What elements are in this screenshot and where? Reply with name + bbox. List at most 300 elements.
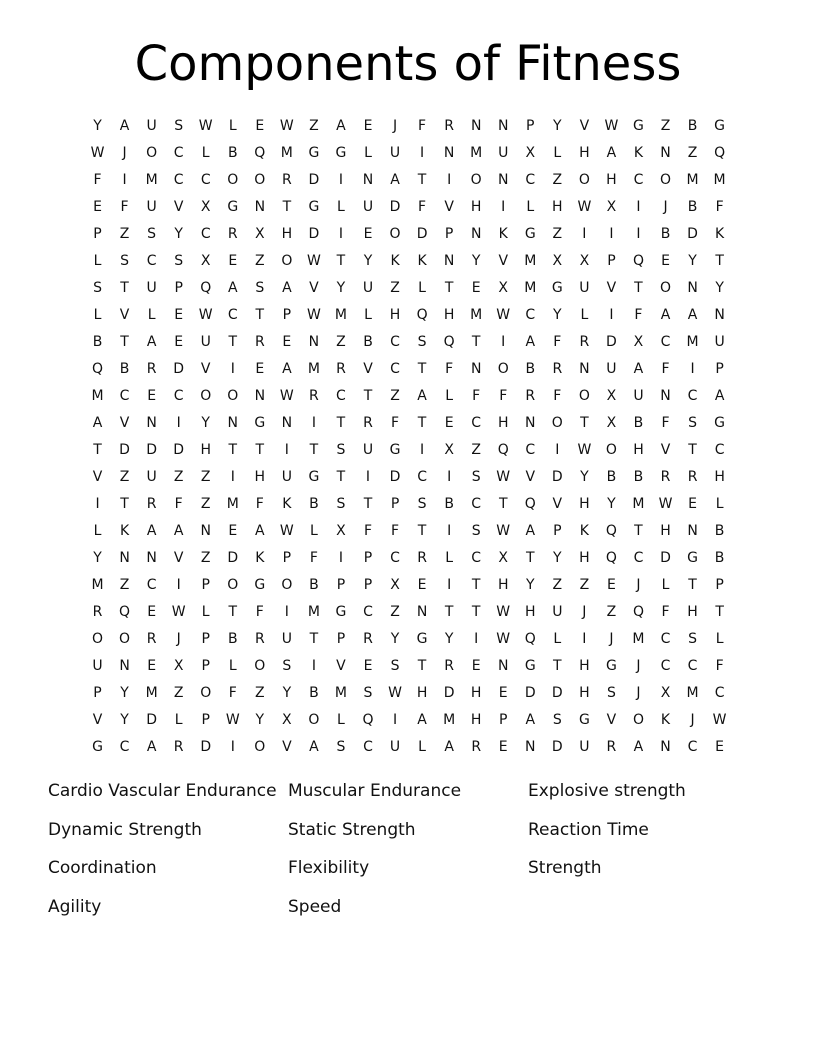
grid-letter: K [660, 712, 671, 728]
grid-letter: Z [255, 685, 265, 701]
grid-letter: Q [714, 145, 726, 161]
grid-letter: R [552, 361, 563, 377]
grid-letter: I [392, 712, 398, 728]
grid-letter: C [471, 415, 482, 431]
grid-letter: F [418, 118, 427, 134]
grid-letter: K [579, 523, 589, 539]
grid-letter: N [227, 415, 238, 431]
grid-letter: Z [200, 469, 211, 485]
grid-letter: B [525, 361, 536, 377]
grid-letter: H [470, 712, 482, 728]
grid-letter: M [91, 388, 104, 404]
grid-letter: T [120, 496, 129, 512]
grid-letter: L [337, 712, 345, 728]
grid-letter: W [90, 145, 105, 161]
grid-letter: A [525, 523, 536, 539]
grid-letter: W [225, 712, 240, 728]
grid-letter: C [525, 172, 536, 188]
word-list-item: Cardio Vascular Endurance [48, 781, 277, 801]
grid-letter: D [389, 469, 401, 485]
grid-letter: V [173, 550, 184, 566]
grid-letter: F [391, 415, 400, 431]
grid-letter: H [552, 199, 563, 215]
grid-letter: F [715, 658, 724, 674]
grid-letter: Q [443, 334, 455, 350]
grid-letter: H [714, 469, 725, 485]
grid-letter: V [444, 199, 454, 215]
word-list-item: Coordination [48, 858, 157, 878]
grid-letter: F [174, 496, 183, 512]
grid-letter: O [659, 172, 672, 188]
grid-letter: G [578, 712, 590, 728]
grid-letter: E [444, 415, 454, 431]
grid-letter: X [173, 658, 184, 674]
grid-letter: L [228, 118, 237, 134]
grid-letter: F [255, 496, 264, 512]
grid-letter: U [146, 469, 157, 485]
grid-letter: K [417, 253, 427, 269]
grid-letter: Z [200, 496, 211, 512]
grid-letter: F [255, 604, 264, 620]
grid-letter: G [551, 280, 563, 296]
grid-letter: I [365, 469, 371, 485]
grid-letter: B [633, 469, 644, 485]
grid-letter: W [388, 685, 402, 701]
grid-letter: E [606, 577, 616, 593]
grid-letter: Y [553, 550, 562, 566]
grid-letter: T [228, 442, 238, 458]
grid-letter: O [470, 172, 482, 188]
grid-letter: W [496, 307, 511, 323]
grid-letter: R [444, 118, 454, 134]
grid-letter: R [254, 631, 265, 647]
grid-row [84, 383, 733, 410]
grid-letter: L [201, 145, 210, 161]
grid-letter: I [230, 469, 235, 485]
grid-letter: H [579, 550, 590, 566]
grid-letter: L [445, 550, 454, 566]
grid-letter: Y [174, 226, 183, 242]
grid-letter: S [552, 712, 562, 728]
grid-letter: E [147, 388, 157, 404]
grid-letter: C [660, 334, 671, 350]
grid-letter: Q [524, 496, 536, 512]
grid-letter: O [659, 280, 672, 296]
grid-letter: P [363, 577, 373, 593]
grid-letter: F [715, 199, 724, 215]
grid-letter: X [390, 577, 400, 593]
grid-letter: O [227, 388, 239, 404]
grid-letter: D [119, 442, 130, 458]
grid-letter: G [308, 145, 320, 161]
grid-letter: E [471, 280, 481, 296]
grid-letter: O [578, 388, 590, 404]
grid-letter: A [146, 523, 157, 539]
grid-letter: H [470, 199, 482, 215]
grid-letter: W [279, 388, 294, 404]
grid-letter: N [687, 523, 698, 539]
grid-letter: M [713, 172, 726, 188]
grid-letter: C [146, 253, 157, 269]
grid-letter: O [254, 172, 266, 188]
grid-letter: R [227, 226, 238, 242]
grid-letter: A [606, 145, 617, 161]
grid-letter: U [552, 604, 563, 620]
grid-letter: B [227, 631, 238, 647]
grid-letter: H [416, 685, 428, 701]
grid-letter: O [92, 631, 104, 647]
grid-letter: S [120, 253, 130, 269]
grid-letter: D [146, 442, 157, 458]
grid-letter: U [606, 361, 617, 377]
word-list-item: Flexibility [288, 858, 370, 878]
grid-letter: L [228, 658, 237, 674]
grid-letter: E [147, 658, 157, 674]
grid-letter: C [200, 226, 211, 242]
grid-letter: R [363, 415, 373, 431]
grid-letter: B [309, 577, 319, 593]
grid-letter: S [147, 226, 157, 242]
grid-letter: X [336, 523, 346, 539]
grid-letter: Z [552, 577, 563, 593]
grid-letter: I [95, 496, 100, 512]
grid-letter: V [525, 469, 536, 485]
grid-letter: C [714, 685, 725, 701]
grid-letter: A [633, 739, 644, 755]
grid-letter: P [201, 712, 210, 728]
grid-letter: Q [524, 631, 536, 647]
grid-letter: X [552, 253, 563, 269]
grid-letter: Y [715, 280, 724, 296]
grid-letter: S [174, 253, 184, 269]
grid-letter: C [336, 388, 346, 404]
grid-letter: Q [200, 280, 212, 296]
grid-letter: X [606, 199, 617, 215]
grid-letter: D [606, 334, 617, 350]
grid-letter: Q [254, 145, 266, 161]
grid-letter: T [255, 442, 265, 458]
grid-letter: Y [120, 685, 129, 701]
grid-letter: E [661, 253, 670, 269]
grid-letter: H [579, 658, 590, 674]
grid-letter: U [146, 280, 157, 296]
grid-letter: L [418, 739, 426, 755]
grid-row [84, 626, 733, 653]
grid-letter: F [661, 361, 670, 377]
grid-letter: U [146, 118, 157, 134]
grid-letter: L [93, 253, 102, 269]
grid-letter: C [146, 577, 157, 593]
grid-letter: L [309, 523, 318, 539]
grid-letter: A [255, 523, 265, 539]
grid-letter: Y [282, 685, 292, 701]
grid-letter: Y [120, 712, 129, 728]
grid-letter: A [417, 712, 427, 728]
grid-letter: P [282, 550, 292, 566]
grid-letter: R [579, 334, 590, 350]
grid-letter: M [686, 172, 699, 188]
grid-letter: Z [173, 685, 184, 701]
grid-letter: X [660, 685, 671, 701]
grid-letter: N [660, 388, 671, 404]
page-title: Components of Fitness [134, 36, 682, 92]
grid-letter: B [227, 145, 238, 161]
grid-letter: Z [552, 172, 563, 188]
grid-letter: O [200, 388, 212, 404]
grid-letter: Y [471, 253, 481, 269]
grid-letter: W [279, 118, 294, 134]
grid-letter: N [714, 307, 725, 323]
word-list-item: Static Strength [288, 819, 416, 840]
grid-letter: S [417, 496, 427, 512]
grid-letter: P [526, 118, 535, 134]
word-list-item: Strength [528, 858, 602, 878]
grid-letter: Z [660, 118, 671, 134]
grid-letter: I [284, 604, 289, 620]
grid-letter: S [390, 658, 400, 674]
grid-letter: B [606, 469, 617, 485]
grid-letter: N [200, 523, 211, 539]
grid-letter: M [470, 145, 483, 161]
grid-letter: I [636, 226, 641, 242]
grid-row [84, 491, 733, 518]
grid-letter: Q [632, 604, 644, 620]
grid-letter: I [338, 172, 344, 188]
grid-letter: E [715, 739, 725, 755]
grid-letter: V [173, 199, 184, 215]
grid-letter: I [230, 361, 235, 377]
grid-letter: M [632, 496, 645, 512]
grid-letter: H [443, 307, 455, 323]
grid-letter: Y [688, 253, 697, 269]
grid-letter: F [445, 361, 454, 377]
grid-letter: Y [93, 550, 102, 566]
grid-letter: C [173, 172, 184, 188]
grid-letter: P [499, 712, 508, 728]
grid-letter: S [336, 739, 346, 755]
grid-letter: C [173, 388, 184, 404]
grid-letter: P [201, 631, 210, 647]
grid-letter: T [120, 280, 129, 296]
grid-letter: T [688, 577, 697, 593]
grid-letter: B [309, 685, 319, 701]
grid-letter: M [334, 685, 347, 701]
grid-letter: V [92, 469, 103, 485]
grid-letter: N [146, 415, 157, 431]
grid-letter: F [418, 199, 427, 215]
grid-letter: P [607, 253, 616, 269]
grid-letter: S [336, 442, 346, 458]
grid-letter: P [201, 658, 210, 674]
grid-letter: G [254, 415, 266, 431]
grid-letter: N [497, 172, 509, 188]
grid-letter: I [555, 442, 560, 458]
grid-letter: C [173, 145, 184, 161]
grid-letter: C [471, 496, 482, 512]
grid-letter: C [687, 658, 698, 674]
grid-letter: I [501, 199, 506, 215]
grid-letter: F [661, 604, 670, 620]
grid-letter: G [714, 415, 726, 431]
grid-letter: C [687, 388, 698, 404]
grid-letter: P [715, 361, 724, 377]
grid-letter: R [687, 469, 698, 485]
grid-letter: D [308, 226, 320, 242]
grid-letter: X [525, 145, 536, 161]
grid-letter: R [525, 388, 536, 404]
grid-row [84, 221, 733, 248]
grid-letter: T [471, 577, 481, 593]
grid-letter: Y [255, 712, 265, 728]
grid-letter: F [499, 388, 508, 404]
grid-letter: E [93, 199, 102, 215]
grid-row [84, 464, 733, 491]
grid-letter: S [174, 118, 184, 134]
grid-letter: H [281, 226, 293, 242]
grid-letter: S [417, 334, 427, 350]
grid-letter: T [634, 280, 643, 296]
grid-letter: L [93, 307, 102, 323]
grid-letter: Y [580, 469, 589, 485]
grid-letter: S [471, 469, 481, 485]
grid-letter: U [579, 739, 590, 755]
grid-letter: L [553, 631, 562, 647]
grid-letter: P [336, 577, 346, 593]
grid-letter: E [363, 118, 373, 134]
grid-letter: N [119, 658, 130, 674]
grid-letter: F [553, 334, 562, 350]
grid-letter: F [309, 550, 318, 566]
grid-letter: F [472, 388, 481, 404]
grid-letter: L [147, 307, 156, 323]
grid-letter: P [444, 226, 454, 242]
grid-letter: J [176, 631, 181, 647]
grid-letter: Z [579, 577, 590, 593]
grid-letter: D [173, 361, 185, 377]
grid-letter: M [307, 604, 320, 620]
grid-letter: H [579, 145, 590, 161]
grid-letter: G [416, 631, 428, 647]
grid-letter: T [634, 523, 643, 539]
grid-letter: T [417, 172, 427, 188]
grid-letter: A [525, 334, 536, 350]
grid-letter: H [525, 604, 536, 620]
grid-letter: X [282, 712, 292, 728]
grid-letter: N [660, 739, 671, 755]
grid-letter: C [119, 388, 130, 404]
grid-letter: J [582, 604, 587, 620]
grid-letter: H [497, 415, 509, 431]
grid-letter: E [688, 496, 697, 512]
grid-letter: T [417, 361, 427, 377]
grid-letter: U [498, 145, 509, 161]
grid-letter: U [633, 388, 644, 404]
grid-letter: E [363, 226, 373, 242]
grid-letter: C [363, 739, 373, 755]
grid-letter: S [363, 685, 373, 701]
grid-letter: D [173, 442, 185, 458]
grid-letter: C [200, 172, 211, 188]
grid-letter: J [636, 577, 641, 593]
grid-row [84, 680, 733, 707]
grid-letter: Z [173, 469, 184, 485]
grid-letter: M [686, 685, 699, 701]
grid-letter: I [609, 226, 614, 242]
grid-letter: N [443, 145, 455, 161]
grid-letter: P [390, 496, 400, 512]
grid-letter: Q [605, 523, 617, 539]
word-list-item: Agility [48, 896, 102, 917]
grid-letter: M [280, 145, 293, 161]
grid-letter: X [444, 442, 454, 458]
grid-letter: C [633, 550, 644, 566]
grid-letter: Z [390, 280, 400, 296]
grid-letter: G [92, 739, 103, 755]
grid-letter: R [417, 550, 427, 566]
grid-letter: O [227, 172, 239, 188]
grid-letter: P [336, 631, 346, 647]
grid-letter: N [470, 118, 482, 134]
grid-letter: V [363, 361, 373, 377]
grid-letter: T [553, 658, 562, 674]
grid-row [84, 437, 733, 464]
grid-letter: K [498, 226, 508, 242]
grid-letter: L [418, 280, 426, 296]
grid-letter: U [389, 739, 401, 755]
grid-letter: U [362, 280, 374, 296]
grid-letter: F [391, 523, 400, 539]
word-list [48, 778, 768, 932]
grid-row [84, 275, 733, 302]
grid-letter: P [553, 523, 562, 539]
grid-letter: S [255, 280, 265, 296]
grid-letter: X [606, 388, 617, 404]
grid-letter: E [498, 739, 508, 755]
grid-letter: R [444, 658, 454, 674]
grid-letter: B [363, 334, 373, 350]
grid-letter: W [198, 307, 213, 323]
grid-letter: O [254, 658, 266, 674]
grid-letter: P [174, 280, 183, 296]
grid-letter: I [474, 631, 479, 647]
grid-letter: V [579, 118, 590, 134]
grid-letter: B [119, 361, 130, 377]
word-list-item: Speed [288, 896, 342, 917]
grid-letter: I [176, 577, 181, 593]
grid-letter: W [306, 253, 321, 269]
grid-letter: L [445, 388, 454, 404]
grid-letter: I [582, 631, 587, 647]
grid-letter: I [284, 442, 289, 458]
grid-letter: L [526, 199, 535, 215]
grid-letter: A [336, 118, 346, 134]
grid-row [84, 329, 733, 356]
grid-letter: E [498, 685, 508, 701]
grid-letter: J [392, 118, 398, 134]
grid-letter: T [363, 388, 373, 404]
grid-letter: G [633, 118, 644, 134]
grid-letter: D [660, 550, 671, 566]
grid-letter: L [715, 496, 724, 512]
grid-letter: L [174, 712, 183, 728]
grid-letter: E [282, 334, 292, 350]
grid-letter: V [282, 739, 292, 755]
grid-letter: M [632, 631, 645, 647]
grid-letter: I [447, 172, 452, 188]
grid-letter: B [444, 496, 454, 512]
grid-letter: R [281, 172, 292, 188]
grid-letter: D [200, 739, 212, 755]
